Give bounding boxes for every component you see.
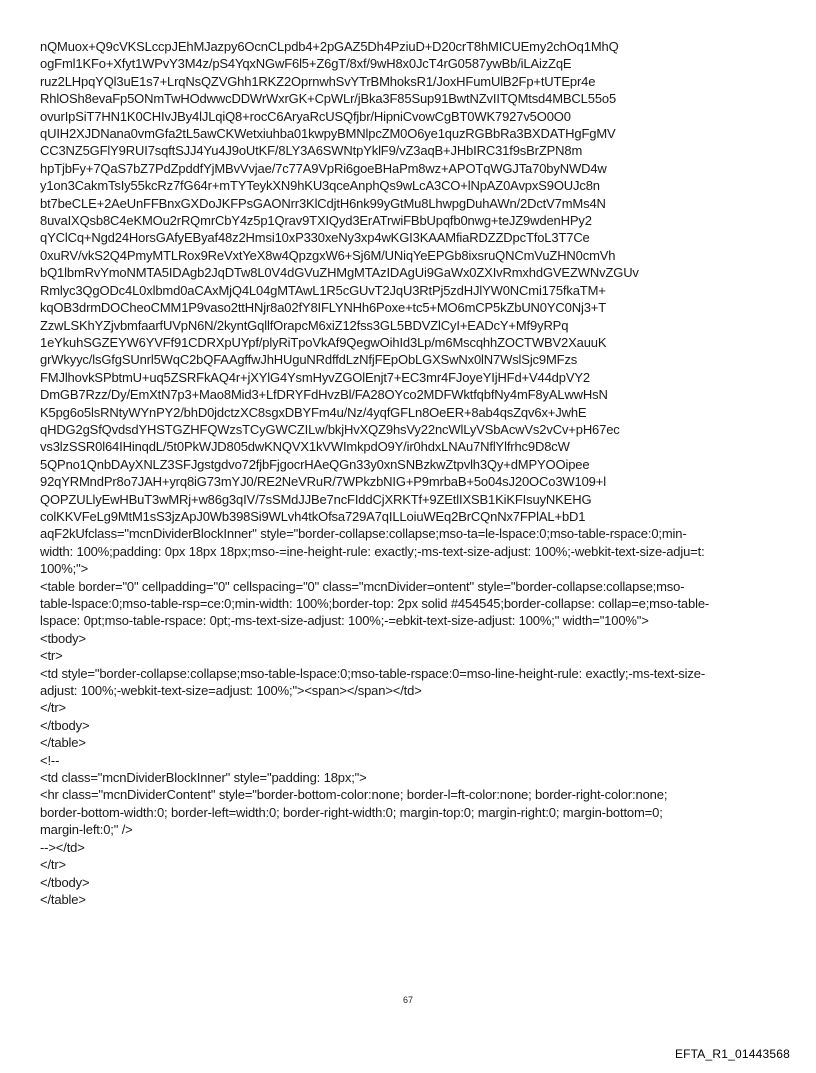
text-line: 0xuRV/vkS2Q4PmyMTLRox9ReVxtYeX8w4QpzgxW6+Sj6M/UNiqYeEPGb8ixsruQNCmVuZHN0cmVh <box>40 247 616 263</box>
text-line: aqF2kUfclass="mcnDividerBlockInner" style="border-collapse:collapse;mso-ta=le-lspace:0;mso-table-rspace:0;min- <box>40 526 687 542</box>
text-line: y1on3CakmTsIy55kcRz7fG64r+mTYTeykXN9hKU3qceAnphQs9wLcA3CO+lNpAZ0AvpxS9OUJc8n <box>40 178 600 194</box>
text-line: K5pg6o5lsRNtyWYnPY2/bhD0jdctzXC8sgxDBYFm4u/Nz/4yqfGFLn8OeER+8ab4qsZqv6x+JwhE <box>40 404 587 420</box>
page-number: 67 <box>402 995 413 1005</box>
text-line: table-lspace:0;mso-table-rsp=ce:0;min-width: 100%;border-top: 2px solid #454545;border-collapse: collap=e;mso-table- <box>40 596 710 611</box>
text-line: 92qYRMndPr8o7JAH+yrq8iG73mYJ0/RE2NeVRuR/7WPkzbNIG+P9mrbaB+5o04sJ20OCo3W109+l <box>40 474 606 490</box>
text-line: hpTjbFy+7QaS7bZ7PdZpddfYjMBvVvjae/7c77A9VpRi6goeBHaPm8wz+APOTqWGJTa70byNWD4w <box>40 160 607 176</box>
text-line: vs3lzSSR0l64IHinqdL/5t0PkWJD805dwKNQVX1kVWImkpdO9Y/ir0hdxLNAu7NflYlfrhc9D8cW <box>40 439 570 455</box>
text-line: margin-left:0;" /> <box>40 822 133 838</box>
text-line: 5QPno1QnbDAyXNLZ3SFJgstgdvo72fjbFjgocrHAeQGn33y0xnSNBzkwZtpvlh3Qy+dMPYOOipee <box>40 456 590 472</box>
text-line: 100%;"> <box>40 561 89 577</box>
text-line: colKKVFeLg9MtM1sS3jzApJ0Wb398Si9WLvh4tkOfsa729A7qILLoiuWEq2BrCQnNx7FPlAL+bD1 <box>40 508 586 524</box>
text-line: grWkyyc/lsGfgSUnrl5WqC2bQFAAgffwJhHUguNRdffdLzNfjFEpObLGXSwNx0lN7WslSjc9MFzs <box>40 352 578 368</box>
text-line: qHDG2gSfQvdsdYHSTGZHFQWzsTCyGWCZILw/bkjHvXQZ9hsVy22ncWlLyVSbAcwVs2vCv+pH67ec <box>40 421 620 437</box>
document-id: EFTA_R1_01443568 <box>674 1047 790 1061</box>
text-line: FMJlhovkSPbtmU+uq5ZSRFkAQ4r+jXYlG4YsmHyvZGOlEnjt7+EC3mr4FJoyeYIjHFd+V44dpVY2 <box>40 369 590 385</box>
text-line: adjust: 100%;-webkit-text-size=adjust: 100%;"><span></span></td> <box>40 683 422 699</box>
text-line: lspace: 0pt;mso-table-rspace: 0pt;-ms-text-size-adjust: 100%;-=ebkit-text-size-adjust: 100%;" width="100%"> <box>40 613 649 629</box>
text-line: </table> <box>40 891 86 907</box>
text-line: </table> <box>40 735 86 751</box>
text-line: <!-- <box>40 752 60 768</box>
text-line: kqOB3drmDOCheoCMM1P9vaso2ttHNjr8a02fY8IFLYNHh6Poxe+tc5+MO6mCP5kZbUN0YC0Nj3+T <box>40 300 607 316</box>
text-line: bt7beCLE+2AeUnFFBnxGXDoJKFPsGAONrr3KlCdjtH6nk99yGtMu8LhwpgDuhAWn/2DctV7mMs4N <box>40 195 606 211</box>
text-line: QOPZULlyEwHBuT3wMRj+w86g3qIV/7sSMdJJBe7ncFIddCjXRKTf+9ZEtlIXSB1KiKFIsuyNKEHG <box>40 491 592 507</box>
text-line: qYClCq+Ngd24HorsGAfyEByaf48z2Hmsi10xP330xeNy3xp4wKGI3KAAMfiaRDZZDpcTfoL3T7Ce <box>40 230 590 246</box>
text-line: </tbody> <box>40 874 90 890</box>
text-line: DmGB7Rzz/Dy/EmXtN7p3+Mao8Mid3+LfDRYFdHvzBl/FA28OYco2MDFWktfqbfNy4mF8yALwwHsN <box>40 387 608 403</box>
text-line: <td style="border-collapse:collapse;mso-table-lspace:0;mso-table-rspace:0=mso-line-height-rule: exactly;-ms-text-size- <box>40 665 705 681</box>
text-line: ruz2LHpqYQl3uE1s7+LrqNsQZVGhh1RKZ2OprnwhSvYTrBMhoksR1/JoxHFumUlB2Fp+tUTEpr4e <box>40 73 596 89</box>
text-line: CC3NZ5GFlY9RUI7sqftSJJ4Yu4J9oUtKF/8LY3A6SWNtpYklF9/vZ3aqB+JHbIRC31f9sBrZPN8m <box>40 143 583 159</box>
text-line: ogFml1KFo+Xfyt1WPvY3M4z/pS4YqxNGwF6l5+Z6gT/8xf/9wH8x0JcT4rG0587ywBb/iLAizZqE <box>40 56 572 72</box>
text-line: <tr> <box>40 648 63 664</box>
document-body <box>40 38 785 908</box>
text-line: <table border="0" cellpadding="0" cellspacing="0" class="mcnDivider=ontent" style="border-collapse:collapse;mso- <box>40 578 685 594</box>
text-line: bQ1lbmRvYmoNMTA5IDAgb2JqDTw8L0V4dGVuZHMgMTAzIDAgUi9GaWx0ZXIvRmxhdGVEZWNvZGUv <box>40 265 639 281</box>
text-line: <td class="mcnDividerBlockInner" style="padding: 18px;"> <box>40 770 367 786</box>
text-line: RhlOSh8evaFp5ONmTwHOdwwcDDWrWxrGK+CpWLr/jBka3F85Sup91BwtNZvIITQMtsd4MBCL55o5 <box>40 91 617 107</box>
text-line: ovurIpSiT7HN1K0CHIvJBy4lJLqiQ8+rocC6AryaRcUSQfjbr/HipniCvowCgBT0WK7927v5O0O0 <box>40 108 571 124</box>
text-line: width: 100%;padding: 0px 18px 18px;mso-=ine-height-rule: exactly;-ms-text-size-adjust: 100%;-webkit-text-size-adju=t: <box>40 543 705 559</box>
text-line: 8uvaIXQsb8C4eKMOu2rRQmrCbY4z5p1Qrav9TXIQyd3ErATrwiFBbUpqfb0nwg+teJZ9wdenHPy2 <box>40 213 592 229</box>
text-line: border-bottom-width:0; border-left=width:0; border-right-width:0; margin-top:0; margin-right:0; margin-bottom=0; <box>40 804 663 820</box>
text-line: </tr> <box>40 857 66 873</box>
text-line: </tr> <box>40 700 66 716</box>
text-line: --></td> <box>40 839 85 855</box>
text-line: <hr class="mcnDividerContent" style="border-bottom-color:none; border-l=ft-color:none; border-right-color:none; <box>40 787 668 803</box>
text-line: 1eYkuhSGZEYW6YVFf91CDRXpUYpf/plyRiTpoVkAf9QegwOihId3Lp/m6MscqhhZOCTWBV2XauuK <box>40 334 607 350</box>
text-line: ZzwLSKhYZjvbmfaarfUVpN6N/2kyntGqllfOrapcM6xiZ12fss3GL5BDVZlCyI+EADcY+Mf9yRPq <box>40 317 569 333</box>
text-line: qUIH2XJDNana0vmGfa2tL5awCKWetxiuhba01kwpyBMNlpcZM0O6ye1quzRGBbRa3BXDATHgFgMV <box>40 126 616 142</box>
text-line: <tbody> <box>40 630 86 646</box>
text-line: nQMuox+Q9cVKSLccpJEhMJazpy6OcnCLpdb4+2pGAZ5Dh4PziuD+D20crT8hMICUEmy2chOq1MhQ <box>40 39 619 54</box>
text-line: </tbody> <box>40 717 90 733</box>
text-line: Rmlyc3QgODc4L0xlbmd0aCAxMjQ4L04gMTAwL1R5cGUvT2JqU3RtPj5zdHJlYW0NCmi175fkaTM+ <box>40 282 606 298</box>
